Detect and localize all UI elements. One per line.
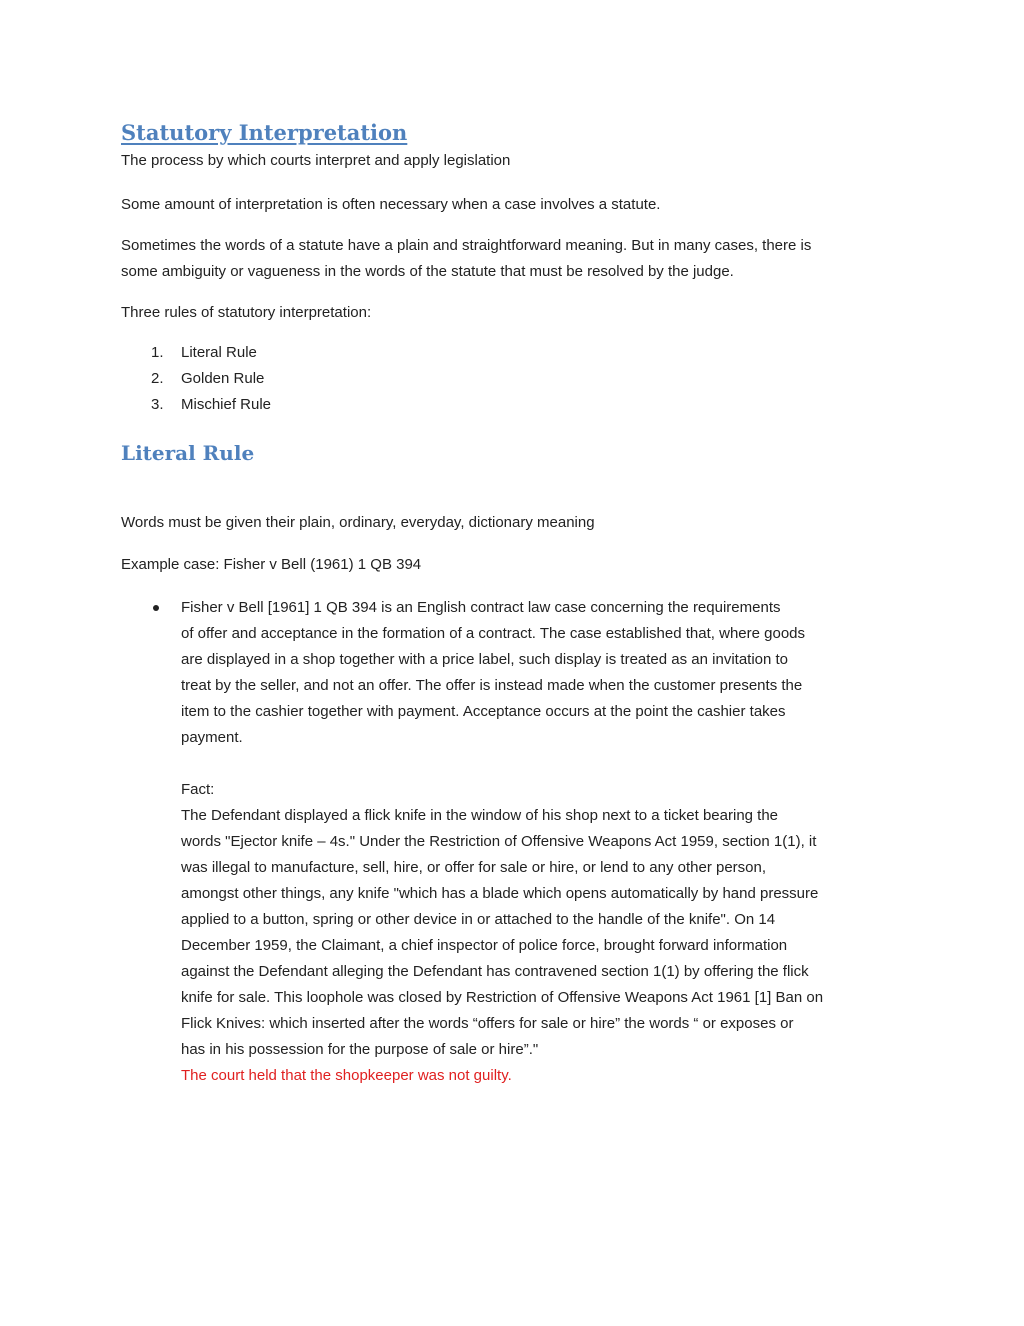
- list-label: Mischief Rule: [181, 396, 272, 413]
- text-line: against the Defendant alleging the Defendant has contravened section 1(1) by offering the flick: [181, 963, 809, 980]
- court-held-text: The court held that the shopkeeper was not guilty.: [181, 1067, 512, 1084]
- paragraph-interpretation-necessary: Some amount of interpretation is often necessary when a case involves a statute.: [121, 196, 661, 213]
- bullet-icon: [153, 605, 159, 611]
- list-label: Golden Rule: [181, 370, 265, 387]
- list-number: 1.: [151, 344, 164, 361]
- paragraph-plain-meaning: [121, 233, 911, 285]
- bullet-item-fisher-v-bell: [121, 595, 911, 1089]
- text-line: of offer and acceptance in the formation of a contract. The case established that, where goods: [181, 625, 806, 642]
- text-line: amongst other things, any knife "which has a blade which opens automatically by hand pressure: [181, 885, 819, 902]
- list-number: 3.: [151, 396, 164, 413]
- text-line: item to the cashier together with payment. Acceptance occurs at the point the cashier takes: [181, 703, 786, 720]
- paragraph-three-rules: Three rules of statutory interpretation:: [121, 304, 372, 321]
- list-item-golden-rule: [121, 366, 911, 392]
- blank-line: [181, 751, 911, 777]
- fact-label: Fact:: [181, 781, 215, 798]
- text-line: Fisher v Bell [1961] 1 QB 394 is an English contract law case concerning the requirements: [181, 599, 781, 616]
- paragraph-line: some ambiguity or vagueness in the words of the statute that must be resolved by the judge.: [121, 263, 734, 280]
- text-line: December 1959, the Claimant, a chief inspector of police force, brought forward information: [181, 937, 788, 954]
- bullet-list: [121, 595, 911, 1089]
- paragraph-literal-definition: Words must be given their plain, ordinary, everyday, dictionary meaning: [121, 514, 595, 531]
- text-line: was illegal to manufacture, sell, hire, or offer for sale or hire, or lend to any other person,: [181, 859, 767, 876]
- list-label: Literal Rule: [181, 344, 257, 361]
- text-line: applied to a button, spring or other device in or attached to the handle of the knife". On 14: [181, 911, 776, 928]
- bullet-summary: [181, 595, 911, 751]
- paragraph-line: Sometimes the words of a statute have a plain and straightforward meaning. But in many cases, there is: [121, 237, 812, 254]
- text-line: Flick Knives: which inserted after the words “offers for sale or hire” the words “ or exposes or: [181, 1015, 794, 1032]
- rules-list: [121, 340, 911, 418]
- text-line: payment.: [181, 729, 243, 746]
- list-item-mischief-rule: [121, 392, 911, 418]
- text-line: are displayed in a shop together with a price label, such display is treated as an invitation to: [181, 651, 789, 668]
- document-page: [121, 118, 911, 1089]
- document-title: Statutory Interpretation: [121, 120, 408, 145]
- text-line: treat by the seller, and not an offer. The offer is instead made when the customer presents the: [181, 677, 803, 694]
- text-line: The Defendant displayed a flick knife in the window of his shop next to a ticket bearing the: [181, 807, 779, 824]
- text-line: has in his possession for the purpose of sale or hire”.": [181, 1041, 539, 1058]
- list-number: 2.: [151, 370, 164, 387]
- text-line: words "Ejector knife – 4s." Under the Restriction of Offensive Weapons Act 1959, section 1(1), it: [181, 833, 817, 850]
- paragraph-example-case: Example case: Fisher v Bell (1961) 1 QB 394: [121, 556, 422, 573]
- section-heading-literal-rule: Literal Rule: [121, 441, 255, 465]
- fact-text: [181, 803, 911, 1063]
- text-line: knife for sale. This loophole was closed by Restriction of Offensive Weapons Act 1961 [1] Ban on: [181, 989, 824, 1006]
- list-item-literal-rule: [121, 340, 911, 366]
- document-subtitle: The process by which courts interpret and apply legislation: [121, 152, 511, 169]
